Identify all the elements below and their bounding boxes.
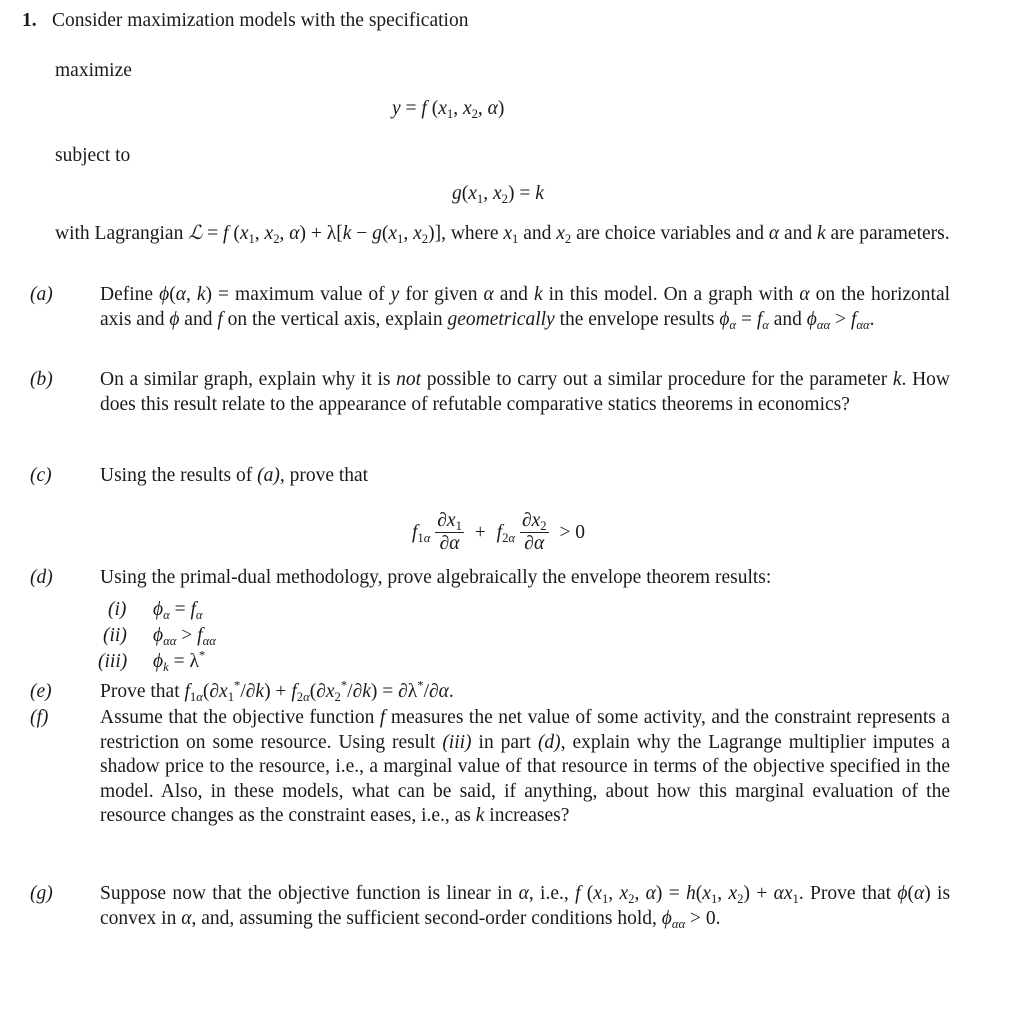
part-e bbox=[30, 680, 950, 705]
part-b bbox=[30, 368, 950, 417]
denominator: ∂α bbox=[439, 533, 460, 554]
subitem-text: $\phi_k = \lambda^*$ bbox=[153, 648, 206, 674]
part-text: Prove that $f_{1\alpha}(\partial x_1^*/\partial k) + f_{2\alpha}(\partial x_2^*/\partial k) = \partial\lambda^*/\partial\alpha$. bbox=[100, 678, 454, 704]
eq-term: $f_{2\alpha}$ bbox=[496, 521, 516, 545]
part-a bbox=[30, 283, 950, 332]
problem-intro: Consider maximization models with the specification bbox=[52, 10, 469, 31]
part-d-subitem bbox=[98, 650, 498, 675]
part-text: Assume that the objective function f measures the net value of some activity, and the constraint represents a restriction on some resource. Using result (iii) in part (d), explain why the Lagrange multiplier imputes a shadow price to the resource, i.e., a marginal value of that resource in terms of the objective specified in the model. Also, in these models, what can be said, if anything, about how this marginal evaluation of the resource changes as the constraint eases, i.e., as k increases? bbox=[100, 707, 951, 826]
eq-rhs: > 0 bbox=[559, 521, 586, 543]
part-label: (f) bbox=[30, 707, 49, 728]
part-text: Suppose now that the objective function is linear in α, i.e., f ($x_1$, $x_2$, $\alpha) = h(x_1$, $x_2) + \alpha x_1$. Prove that ϕ(α) is convex in α, and, assuming the sufficient second-order conditions hold, $\phi_{\alpha\alpha} > 0$. bbox=[100, 883, 951, 931]
part-d-subitem bbox=[98, 598, 498, 623]
maximize-label: maximize bbox=[55, 60, 132, 81]
part-d bbox=[30, 566, 950, 591]
part-g bbox=[30, 882, 950, 931]
fraction bbox=[435, 510, 464, 555]
part-c bbox=[30, 464, 950, 489]
part-label: (d) bbox=[30, 567, 53, 588]
fraction bbox=[520, 510, 549, 555]
plus-sign: + bbox=[474, 521, 486, 543]
part-d-subitem bbox=[98, 624, 498, 649]
objective-equation: y = f ($x_1$, $x_2$, α) bbox=[392, 98, 505, 121]
subitem-text: $\phi_{\alpha\alpha} > f_{\alpha\alpha}$ bbox=[153, 625, 216, 648]
part-text: Define ϕ(α, k) = maximum value of y for given α and k in this model. On a graph with α on the horizontal axis and ϕ and f on the vertical axis, explain geometrically the envelope results $\phi_\alpha = f_\alpha$ and $\phi_{\alpha\alpha} > f_{\alpha\alpha}$. bbox=[100, 284, 951, 332]
part-text: Using the results of (a), prove that bbox=[100, 465, 369, 486]
problem-number: 1. bbox=[22, 10, 37, 31]
part-c-equation bbox=[412, 510, 585, 555]
part-text: On a similar graph, explain why it is not possible to carry out a similar procedure for the parameter k. How does this result relate to the appearance of refutable comparative statics theorems in economics? bbox=[100, 369, 950, 415]
subject-to-label: subject to bbox=[55, 145, 131, 166]
subitem-label: (i) bbox=[108, 599, 127, 620]
lagrangian-paragraph: with Lagrangian ℒ = f ($x_1$, $x_2$, $\alpha) + \lambda[k - g(x_1$, $x_2$)], where $x_1$ and $x_2$ are choice variables and α and k are parameters. bbox=[55, 223, 950, 246]
numerator: $\partial x_2$ bbox=[521, 510, 547, 533]
part-f bbox=[30, 706, 950, 829]
eq-term: $f_{1\alpha}$ bbox=[412, 521, 431, 545]
part-label: (c) bbox=[30, 465, 52, 486]
part-label: (b) bbox=[30, 369, 53, 390]
part-label: (e) bbox=[30, 681, 52, 702]
constraint-equation: $g(x_1$, $x_2) = k$ bbox=[452, 183, 544, 206]
subitem-label: (ii) bbox=[103, 625, 127, 646]
part-label: (a) bbox=[30, 284, 53, 305]
denominator: ∂α bbox=[524, 533, 545, 554]
part-label: (g) bbox=[30, 883, 53, 904]
subitem-label: (iii) bbox=[98, 651, 128, 672]
numerator: $\partial x_1$ bbox=[437, 510, 462, 533]
part-text: Using the primal-dual methodology, prove algebraically the envelope theorem results: bbox=[100, 567, 772, 588]
subitem-text: $\phi_\alpha = f_\alpha$ bbox=[153, 599, 203, 622]
